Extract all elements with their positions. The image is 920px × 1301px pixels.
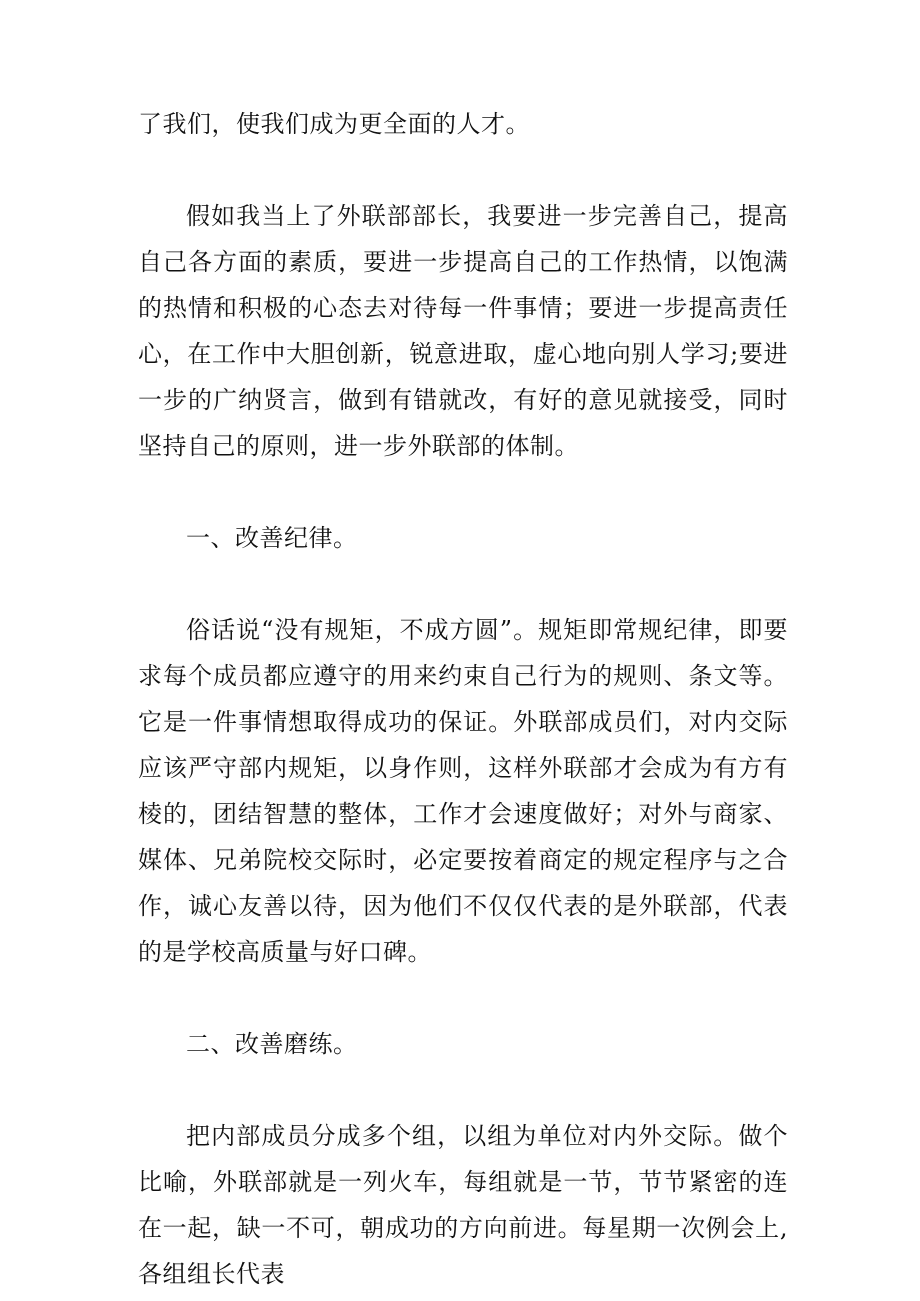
section-heading-training: 二、改善磨练。 — [186, 1030, 358, 1058]
paragraph-continuation: 了我们，使我们成为更全面的人才。 — [138, 110, 530, 138]
paragraph-spacer — [138, 975, 788, 1021]
paragraph-spacer — [138, 1067, 788, 1113]
section-heading-discipline: 一、改善纪律。 — [186, 524, 358, 552]
paragraph-spacer — [138, 147, 788, 193]
paragraph-training: 把内部成员分成多个组，以组为单位对内外交际。做个比喻，外联部就是一列火车，每组就是一节，节节紧密的连在一起，缺一不可，朝成功的方向前进。每星期一次例会上,各组组长代表 — [138, 1122, 788, 1288]
paragraph-intro: 假如我当上了外联部部长，我要进一步完善自己，提高自己各方面的素质，要进一步提高自己的工作热情，以饱满的热情和积极的心态去对待每一件事情；要进一步提高责任心，在工作中大胆创新，锐意进取，虚心地向别人学习;要进一步的广纳贤言，做到有错就改，有好的意见就接受，同时坚持自己的原则，进一步外联部的体制。 — [138, 202, 788, 460]
paragraph-spacer — [138, 469, 788, 515]
paragraph-spacer — [138, 561, 788, 607]
paragraph-discipline: 俗话说“没有规矩，不成方圆”。规矩即常规纪律，即要求每个成员都应遵守的用来约束自己行为的规则、条文等。它是一件事情想取得成功的保证。外联部成员们，对内交际应该严守部内规矩，以身作则，这样外联部才会成为有方有棱的，团结智慧的整体，工作才会速度做好；对外与商家、媒体、兄弟院校交际时，必定要按着商定的规定程序与之合作，诚心友善以待，因为他们不仅仅代表的是外联部，代表的是学校高质量与好口碑。 — [138, 616, 788, 966]
document-body — [138, 101, 788, 1297]
